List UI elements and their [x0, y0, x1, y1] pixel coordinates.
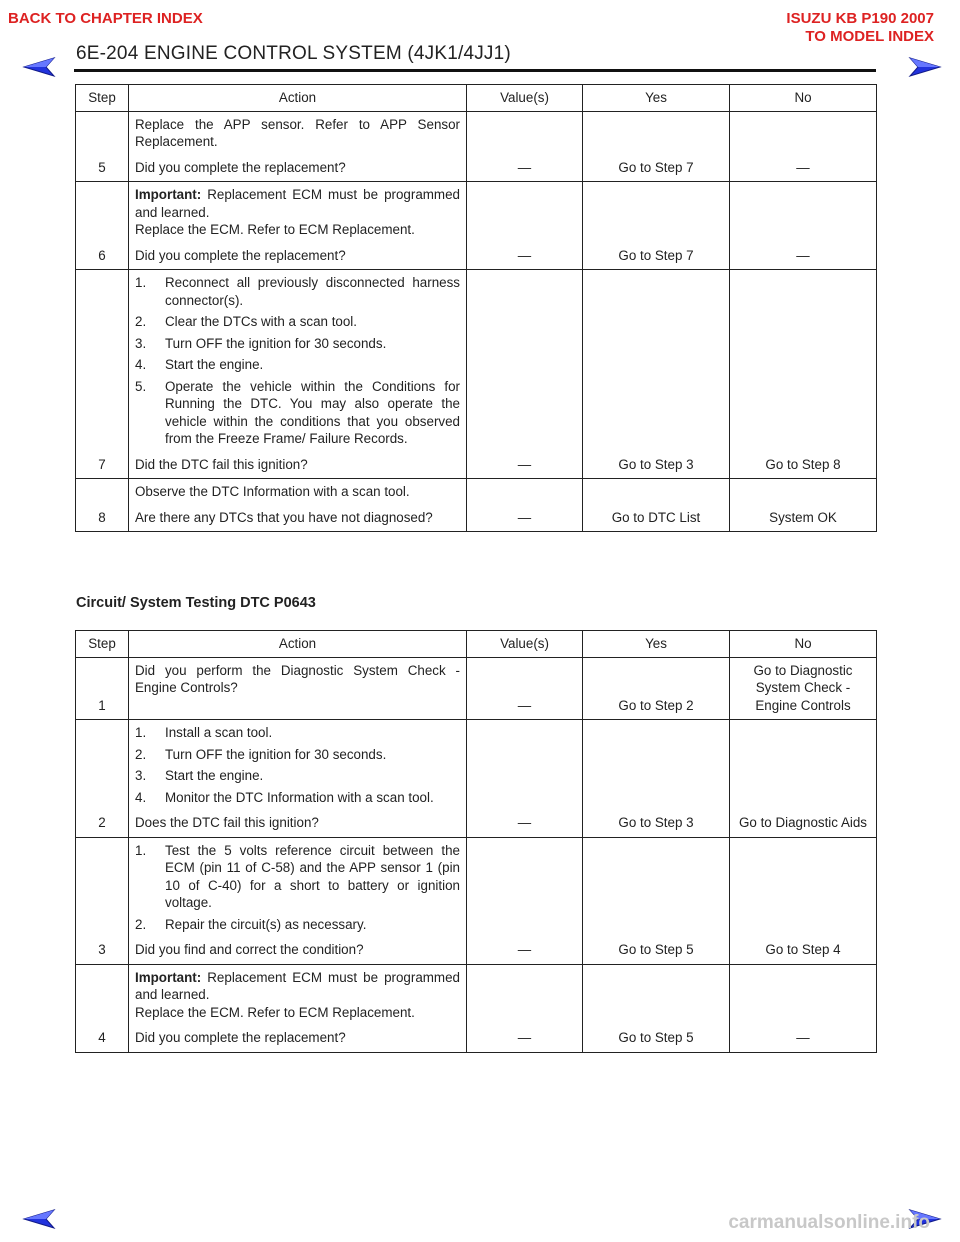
yes-cell: Go to DTC List — [583, 479, 730, 532]
header-yes: Yes — [583, 85, 730, 112]
list-item: 1. Install a scan tool. — [135, 725, 273, 740]
table-header-row — [76, 631, 877, 658]
no-cell: — — [730, 111, 877, 182]
diagnostic-table-continued — [75, 84, 877, 532]
action-question: Did you complete the replacement? — [135, 1030, 346, 1045]
action-question: Did you complete the replacement? — [135, 159, 346, 175]
no-cell: Go to Step 4 — [730, 837, 877, 964]
action-question: Did you perform the Diagnostic System Check - Engine Controls? — [135, 662, 460, 695]
table-row — [76, 657, 877, 720]
no-cell: Go to Diagnostic System Check - Engine Controls — [730, 657, 877, 720]
list-item: 2. Repair the circuit(s) as necessary. — [135, 916, 367, 932]
table-row — [76, 479, 877, 532]
yes-cell: Go to Step 5 — [583, 964, 730, 1052]
yes-cell: Go to Step 7 — [583, 111, 730, 182]
list-item: 1. Reconnect all previously disconnected harness connector(s). — [135, 275, 460, 308]
value-cell: — — [467, 479, 583, 532]
action-list — [135, 274, 460, 448]
table-row — [76, 837, 877, 964]
header-values: Value(s) — [467, 631, 583, 658]
no-cell: — — [730, 964, 877, 1052]
step-number: 7 — [76, 270, 129, 479]
value-cell: — — [467, 111, 583, 182]
action-text: Replace the ECM. Refer to ECM Replacement. — [135, 1004, 415, 1020]
header-values: Value(s) — [467, 85, 583, 112]
title-divider — [74, 69, 876, 72]
header-no: No — [730, 85, 877, 112]
list-item: 3. Start the engine. — [135, 768, 264, 783]
header-action: Action — [129, 85, 467, 112]
action-cell — [129, 657, 467, 720]
important-label: Important: — [135, 187, 202, 202]
action-text: Replace the APP sensor. Refer to APP Sensor Replacement. — [135, 116, 460, 149]
important-note — [135, 186, 460, 221]
action-cell — [129, 270, 467, 479]
action-text: Replace the ECM. Refer to ECM Replacement. — [135, 222, 415, 237]
list-item: 3. Turn OFF the ignition for 30 seconds. — [135, 335, 387, 351]
action-cell — [129, 111, 467, 182]
action-question: Did you find and correct the condition? — [135, 942, 364, 957]
table-row — [76, 964, 877, 1052]
watermark: carmanualsonline.info — [728, 1212, 930, 1233]
action-question: Did the DTC fail this ignition? — [135, 456, 308, 472]
value-cell: — — [467, 837, 583, 964]
no-cell: — — [730, 182, 877, 270]
next-page-arrow-icon[interactable] — [908, 56, 942, 78]
list-item: 1. Test the 5 volts reference circuit between the ECM (pin 11 of C-58) and the APP sensor 1 (pin 10 of C-40) for a short to battery or ignition voltage. — [135, 842, 460, 910]
value-cell: — — [467, 720, 583, 838]
list-item: 4. Start the engine. — [135, 357, 264, 372]
list-item: 2. Clear the DTCs with a scan tool. — [135, 314, 358, 329]
yes-cell: Go to Step 3 — [583, 270, 730, 479]
action-cell — [129, 720, 467, 838]
important-label: Important: — [135, 969, 202, 985]
step-number: 3 — [76, 837, 129, 964]
action-text: Observe the DTC Information with a scan tool. — [135, 484, 410, 499]
value-cell: — — [467, 657, 583, 720]
important-text: Replacement ECM must be programmed and learned. — [135, 187, 460, 220]
table-row — [76, 720, 877, 838]
list-item: 2. Turn OFF the ignition for 30 seconds. — [135, 746, 387, 762]
header-yes: Yes — [583, 631, 730, 658]
important-note — [135, 969, 460, 1004]
table-header-row — [76, 85, 877, 112]
action-cell — [129, 964, 467, 1052]
step-number: 2 — [76, 720, 129, 838]
section-heading: Circuit/ System Testing DTC P0643 — [76, 595, 316, 611]
no-cell: Go to Diagnostic Aids — [730, 720, 877, 838]
model-name[interactable]: ISUZU KB P190 2007 — [786, 10, 934, 27]
value-cell: — — [467, 182, 583, 270]
step-number: 6 — [76, 182, 129, 270]
action-list — [135, 842, 460, 934]
action-cell — [129, 182, 467, 270]
step-number: 4 — [76, 964, 129, 1052]
step-number: 8 — [76, 479, 129, 532]
action-question: Did you complete the replacement? — [135, 247, 346, 263]
action-cell — [129, 479, 467, 532]
list-item: 5. Operate the vehicle within the Conditions for Running the DTC. You may also operate the vehicle within the conditions that you observed from the Freeze Frame/ Failure Records. — [135, 378, 460, 446]
yes-cell: Go to Step 5 — [583, 837, 730, 964]
page-title: 6E-204 ENGINE CONTROL SYSTEM (4JK1/4JJ1) — [76, 43, 511, 64]
header-action: Action — [129, 631, 467, 658]
step-number: 1 — [76, 657, 129, 720]
value-cell: — — [467, 964, 583, 1052]
header-step: Step — [76, 631, 129, 658]
yes-cell: Go to Step 2 — [583, 657, 730, 720]
yes-cell: Go to Step 3 — [583, 720, 730, 838]
header-step: Step — [76, 85, 129, 112]
no-cell: Go to Step 8 — [730, 270, 877, 479]
to-model-index[interactable]: TO MODEL INDEX — [805, 28, 934, 45]
back-to-chapter-index-link[interactable]: BACK TO CHAPTER INDEX — [8, 10, 203, 27]
no-cell: System OK — [730, 479, 877, 532]
value-cell: — — [467, 270, 583, 479]
prev-page-arrow-icon[interactable] — [22, 56, 56, 78]
model-index-link[interactable] — [786, 10, 934, 46]
circuit-testing-table — [75, 630, 877, 1053]
table-row — [76, 182, 877, 270]
important-text: Replacement ECM must be programmed and learned. — [135, 969, 460, 1002]
list-item: 4. Monitor the DTC Information with a scan tool. — [135, 789, 434, 805]
yes-cell: Go to Step 7 — [583, 182, 730, 270]
action-list — [135, 724, 460, 806]
table-row — [76, 111, 877, 182]
header-no: No — [730, 631, 877, 658]
action-question: Are there any DTCs that you have not diagnosed? — [135, 509, 433, 525]
prev-page-bottom-arrow-icon[interactable] — [22, 1208, 56, 1230]
step-number: 5 — [76, 111, 129, 182]
table-row — [76, 270, 877, 479]
action-cell — [129, 837, 467, 964]
action-question: Does the DTC fail this ignition? — [135, 815, 319, 830]
